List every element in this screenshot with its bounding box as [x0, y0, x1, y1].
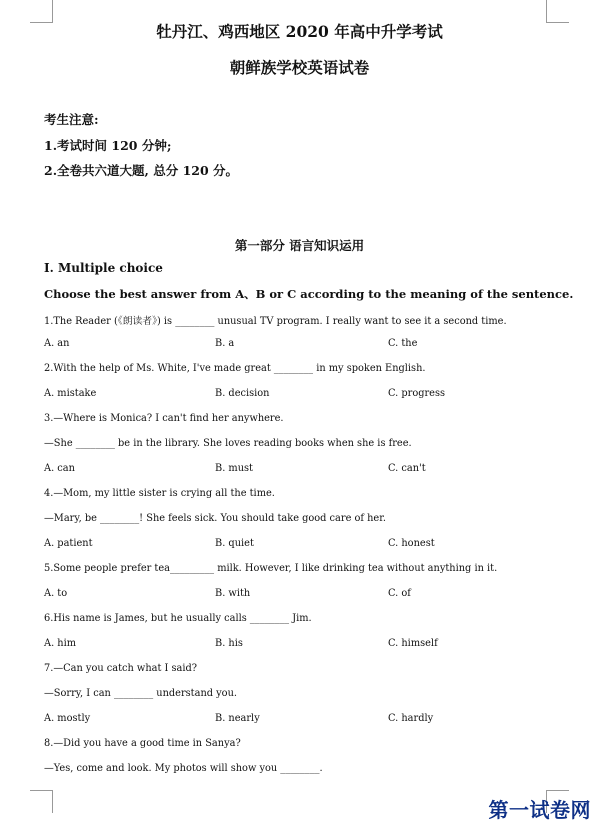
site-watermark: 第一试卷网: [488, 798, 591, 822]
notice-item-time: 1.考试时间 120 分钟;: [44, 138, 172, 153]
question-7-reply: —Sorry, I can ________ understand you.: [44, 688, 238, 699]
exam-subtitle: 朝鲜族学校英语试卷: [229, 58, 370, 77]
question-5-option-b: B. with: [215, 588, 251, 599]
notice-item-score: 2.全卷共六道大题, 总分 120 分。: [44, 163, 239, 178]
section-title: I. Multiple choice: [44, 261, 163, 275]
question-4-option-b: B. quiet: [215, 538, 254, 549]
question-6-option-b: B. his: [215, 638, 243, 649]
question-5-option-c: C. of: [388, 588, 411, 599]
question-5-option-a: A. to: [44, 588, 68, 599]
question-5-text: 5.Some people prefer tea_________ milk. However, I like drinking tea without anything in it.: [44, 563, 498, 574]
crop-mark-bottom-left: [30, 790, 53, 813]
question-6-option-c: C. himself: [388, 638, 438, 649]
question-4-option-a: A. patient: [44, 538, 93, 549]
question-6-option-a: A. him: [44, 638, 77, 649]
section-instruction: Choose the best answer from A、B or C according to the meaning of the sentence.: [44, 287, 574, 301]
question-3-option-a: A. can: [44, 463, 75, 474]
question-7-option-a: A. mostly: [44, 713, 91, 724]
question-2-option-a: A. mistake: [44, 388, 97, 399]
question-6-text: 6.His name is James, but he usually calls ________ Jim.: [44, 613, 312, 624]
question-7-option-c: C. hardly: [388, 713, 434, 724]
question-3-option-c: C. can't: [388, 463, 426, 474]
notice-heading: 考生注意:: [44, 112, 99, 127]
exam-title: 牡丹江、鸡西地区 2020 年高中升学考试: [156, 22, 443, 41]
question-1-option-c: C. the: [388, 338, 418, 349]
question-3-text: 3.—Where is Monica? I can't find her anywhere.: [44, 413, 284, 424]
question-4-option-c: C. honest: [388, 538, 435, 549]
question-2-option-b: B. decision: [215, 388, 270, 399]
question-1-option-a: A. an: [44, 338, 70, 349]
question-4-reply: —Mary, be ________! She feels sick. You should take good care of her.: [44, 513, 386, 524]
question-3-reply: —She ________ be in the library. She loves reading books when she is free.: [44, 438, 412, 449]
question-2-text: 2.With the help of Ms. White, I've made great ________ in my spoken English.: [44, 363, 426, 374]
part-title: 第一部分 语言知识运用: [234, 238, 365, 253]
question-7-text: 7.—Can you catch what I said?: [44, 663, 198, 674]
question-3-option-b: B. must: [215, 463, 253, 474]
question-7-option-b: B. nearly: [215, 713, 260, 724]
question-2-option-c: C. progress: [388, 388, 446, 399]
question-8-reply: —Yes, come and look. My photos will show you ________.: [44, 763, 323, 774]
question-1-text: 1.The Reader (《朗读者》) is ________ unusual TV program. I really want to see it a second time.: [44, 316, 507, 327]
question-1-option-b: B. a: [215, 338, 235, 349]
question-4-text: 4.—Mom, my little sister is crying all the time.: [44, 488, 275, 499]
question-8-text: 8.—Did you have a good time in Sanya?: [44, 738, 241, 749]
